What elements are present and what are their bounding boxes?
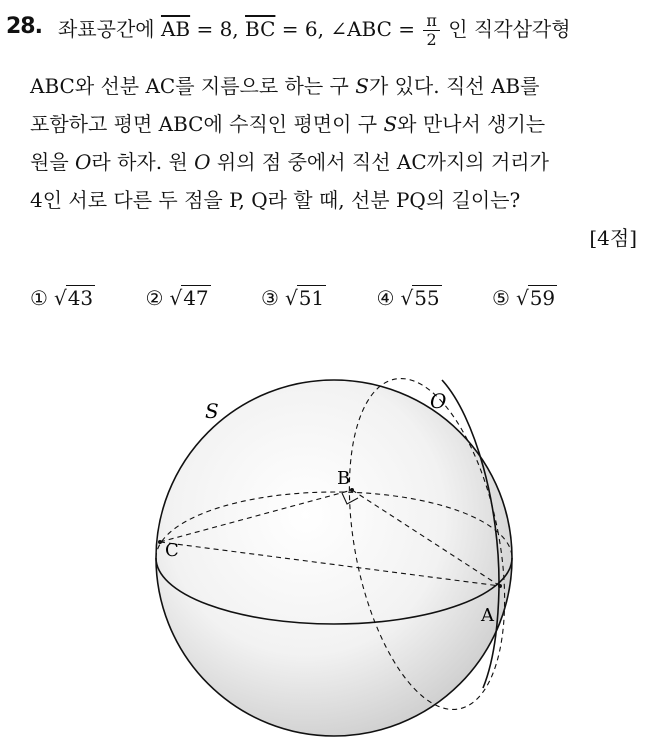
text: 라 하자. 원	[91, 150, 195, 174]
choice-1[interactable]	[30, 286, 95, 310]
segment-bc: $\overline{BC}$	[245, 17, 276, 41]
label-o: O	[430, 389, 447, 413]
point-b	[350, 488, 354, 492]
fraction-denominator: 2	[426, 30, 437, 49]
sqrt-expression: √59	[515, 286, 556, 310]
text: ABC와 선분 AC를 지름으로 하는 구	[30, 74, 356, 98]
text: 원을	[30, 150, 75, 174]
problem-line-3	[30, 110, 545, 138]
text: 와 만나서 생기는	[397, 112, 546, 136]
choice-mark: ②	[145, 286, 164, 310]
angle-fraction	[423, 12, 440, 49]
fraction-numerator: π	[423, 12, 440, 31]
answer-choices	[30, 286, 601, 310]
segment-ab: $\overline{AB}$	[160, 17, 191, 41]
problem-line-1	[58, 12, 571, 49]
text: 인 직각삼각형	[441, 17, 571, 41]
text: 위의 점 중에서 직선 AC까지의 거리가	[210, 150, 549, 174]
choice-2[interactable]	[146, 286, 211, 310]
label-s: S	[205, 399, 219, 423]
choice-mark: ③	[261, 286, 279, 310]
sphere-symbol: S	[383, 112, 398, 136]
radicand: 59	[529, 286, 556, 310]
point-c	[158, 540, 162, 544]
sphere-symbol: S	[355, 74, 369, 98]
question-number: 28.	[6, 14, 42, 39]
text: 좌표공간에	[58, 17, 161, 41]
choice-3[interactable]	[261, 286, 326, 310]
label-c: C	[165, 540, 179, 561]
label-a: A	[481, 605, 494, 626]
text: = 6, ∠ABC =	[275, 17, 422, 41]
choice-5[interactable]	[492, 286, 557, 310]
sqrt-expression: √47	[169, 286, 209, 310]
problem-line-4	[30, 148, 549, 176]
choice-mark: ⑤	[492, 286, 510, 310]
circle-symbol: O	[194, 150, 211, 174]
sqrt-expression: √55	[400, 286, 440, 310]
text: = 8,	[190, 17, 246, 41]
circle-symbol: O	[75, 150, 92, 174]
choice-4[interactable]	[377, 286, 442, 310]
sphere-outline	[156, 380, 512, 736]
score-label: [4점]	[589, 226, 637, 250]
radicand: 51	[298, 286, 325, 310]
problem-line-5: 4인 서로 다른 두 점을 P, Q라 할 때, 선분 PQ의 길이는?	[30, 188, 521, 212]
radicand: 43	[67, 286, 94, 310]
problem-line-2	[30, 72, 539, 100]
sqrt-expression: √51	[284, 286, 325, 310]
label-b: B	[337, 468, 351, 489]
radicand: 55	[414, 286, 440, 310]
point-a	[498, 584, 502, 588]
text: 가 있다. 직선 AB를	[368, 74, 540, 98]
text: 포함하고 평면 ABC에 수직인 평면이 구	[30, 112, 384, 136]
sqrt-expression: √43	[53, 286, 94, 310]
radicand: 47	[183, 286, 209, 310]
sphere-figure	[0, 336, 655, 756]
choice-mark: ①	[30, 286, 48, 310]
choice-mark: ④	[376, 286, 395, 310]
